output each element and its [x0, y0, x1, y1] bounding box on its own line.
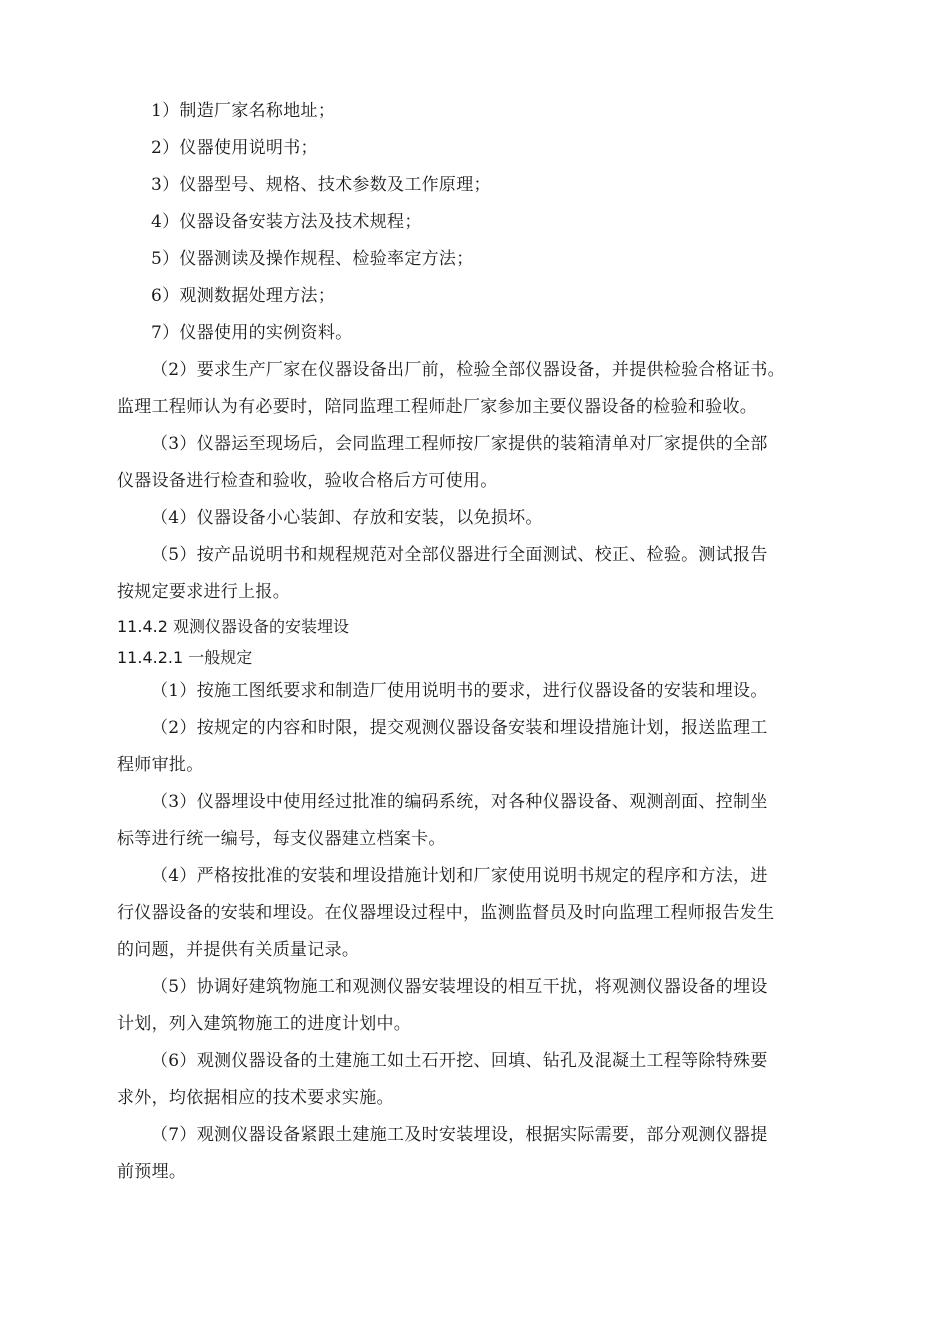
paragraph: [117, 673, 837, 710]
paragraph-line: （5）协调好建筑物施工和观测仪器安装埋设的相互干扰，将观测仪器设备的埋设: [151, 977, 768, 997]
paragraph: [117, 784, 837, 858]
paragraph-line: （5）按产品说明书和规程规范对全部仪器进行全面测试、校正、检验。测试报告: [151, 545, 768, 565]
list-item: 5）仪器测读及操作规程、检验率定方法；: [151, 249, 474, 269]
paragraph-line: （4）仪器设备小心装卸、存放和安装，以免损坏。: [151, 508, 543, 528]
paragraph: [117, 1117, 837, 1191]
paragraph-line: 按规定要求进行上报。: [117, 582, 290, 602]
paragraph-line: （7）观测仪器设备紧跟土建施工及时安装埋设，根据实际需要，部分观测仪器提: [151, 1125, 768, 1145]
paragraph-line: 程师审批。: [117, 755, 204, 775]
paragraph-line: （2）按规定的内容和时限，提交观测仪器设备安装和埋设措施计划，报送监理工: [151, 718, 768, 738]
paragraph-line: （3）仪器运至现场后，会同监理工程师按厂家提供的装箱清单对厂家提供的全部: [151, 434, 768, 454]
paragraph-line: 仪器设备进行检查和验收，验收合格后方可使用。: [117, 471, 498, 491]
list-item: 7）仪器使用的实例资料。: [151, 323, 353, 343]
paragraph-line: （2）要求生产厂家在仪器设备出厂前，检验全部仪器设备，并提供检验合格证书。: [151, 360, 785, 380]
paragraph: [117, 426, 837, 500]
paragraph: [117, 1043, 837, 1117]
list-item: 6）观测数据处理方法；: [151, 286, 336, 306]
section-heading: 11.4.2 观测仪器设备的安装埋设: [117, 617, 349, 636]
paragraph-line: 前预埋。: [117, 1162, 187, 1182]
paragraph: [117, 969, 837, 1043]
paragraph-line: 的问题，并提供有关质量记录。: [117, 940, 360, 960]
paragraph-line: （4）严格按批准的安装和埋设措施计划和厂家使用说明书规定的程序和方法，进: [151, 866, 768, 886]
paragraph-line: 求外，均依据相应的技术要求实施。: [117, 1088, 394, 1108]
paragraph-line: 计划，列入建筑物施工的进度计划中。: [117, 1014, 412, 1034]
paragraph-line: （6）观测仪器设备的土建施工如土石开挖、回填、钻孔及混凝土工程等除特殊要: [151, 1051, 768, 1071]
paragraph-line: （1）按施工图纸要求和制造厂使用说明书的要求，进行仪器设备的安装和埋设。: [151, 681, 768, 701]
paragraph-line: 监理工程师认为有必要时，陪同监理工程师赴厂家参加主要仪器设备的检验和验收。: [117, 397, 758, 417]
requirement-list: [117, 93, 837, 352]
subsection-heading: 11.4.2.1 一般规定: [117, 648, 253, 667]
list-item: 4）仪器设备安装方法及技术规程；: [151, 212, 422, 232]
paragraph: [117, 352, 837, 426]
document-body: [117, 93, 837, 1191]
paragraph-line: 标等进行统一编号，每支仪器建立档案卡。: [117, 829, 446, 849]
list-item: 2）仪器使用说明书；: [151, 138, 318, 158]
paragraph: [117, 537, 837, 611]
list-item: 1）制造厂家名称地址；: [151, 101, 336, 121]
paragraph: [117, 858, 837, 969]
paragraph-line: 行仪器设备的安装和埋设。在仪器埋设过程中，监测监督员及时向监理工程师报告发生: [117, 903, 775, 923]
list-item: 3）仪器型号、规格、技术参数及工作原理；: [151, 175, 491, 195]
paragraph: [117, 500, 837, 537]
paragraph-line: （3）仪器埋设中使用经过批准的编码系统，对各种仪器设备、观测剖面、控制坐: [151, 792, 768, 812]
paragraph: [117, 710, 837, 784]
